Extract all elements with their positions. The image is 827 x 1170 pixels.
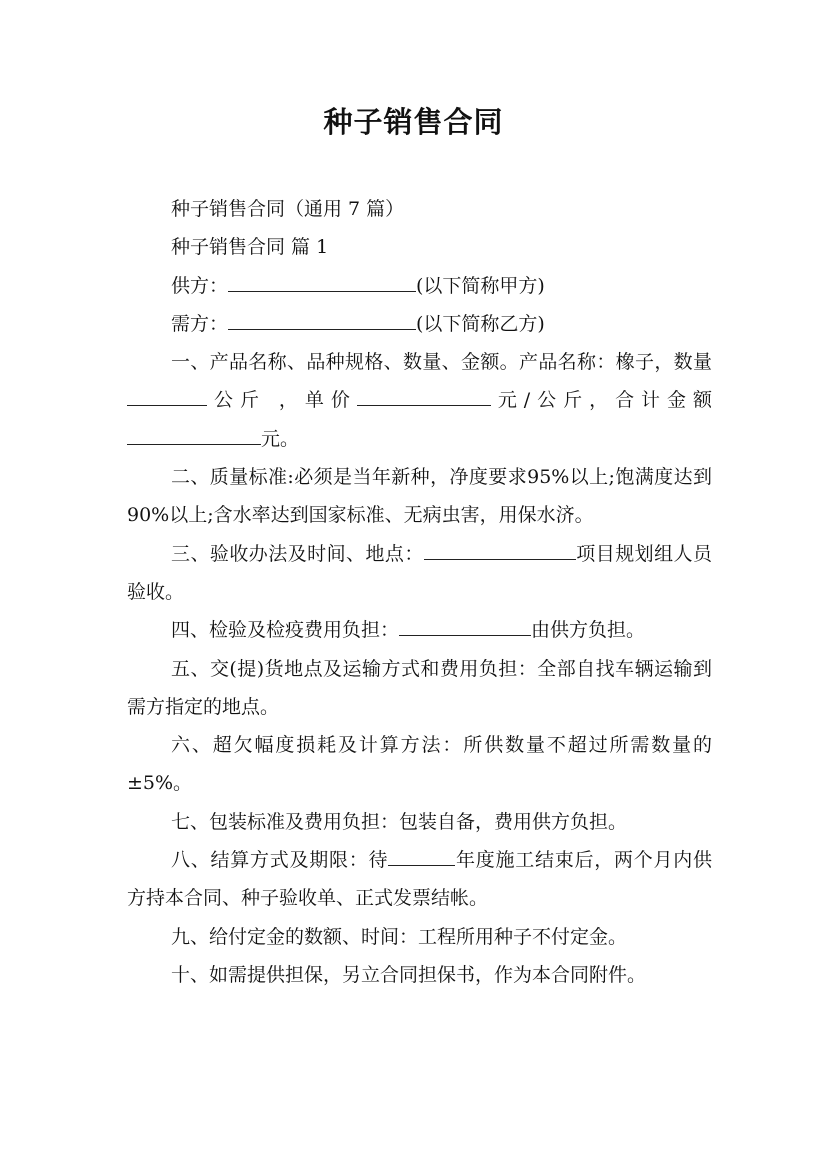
supplier-blank[interactable] bbox=[228, 290, 416, 292]
document-title: 种子销售合同 bbox=[323, 105, 504, 139]
clause-1 bbox=[127, 343, 712, 458]
supplier-suffix: (以下简称甲方) bbox=[416, 274, 545, 297]
total-amount-blank[interactable] bbox=[127, 443, 261, 445]
clause-3 bbox=[127, 535, 712, 612]
clause-4-text-a: 四、检验及检疫费用负担： bbox=[171, 619, 400, 642]
clause-8-text-b: 年度施工结束后，两个月内供方持本合同、种子验收单、正式发票结帐。 bbox=[127, 849, 712, 910]
clause-9: 九、给付定金的数额、时间：工程所用种子不付定金。 bbox=[171, 925, 628, 948]
article-title: 种子销售合同 篇 1 bbox=[171, 236, 329, 259]
clause-1-text-c: 元/公斤，合计金额 bbox=[490, 389, 712, 412]
clause-1-text-b: 公斤 ，单价 bbox=[207, 389, 357, 412]
supplier-line bbox=[127, 267, 712, 305]
inspection-fee-blank[interactable] bbox=[399, 634, 531, 636]
buyer-suffix: (以下简称乙方) bbox=[416, 312, 545, 335]
clause-6: 六、超欠幅度损耗及计算方法：所供数量不超过所需数量的±5%。 bbox=[127, 734, 712, 795]
unit-price-blank[interactable] bbox=[357, 404, 491, 406]
quantity-blank[interactable] bbox=[127, 404, 207, 406]
clause-1-text-a: 一、产品名称、品种规格、数量、金额。产品名称：橡子，数量 bbox=[171, 351, 712, 374]
clause-4-text-b: 由供方负担。 bbox=[531, 619, 646, 642]
settlement-year-blank[interactable] bbox=[388, 864, 455, 866]
acceptance-blank[interactable] bbox=[424, 558, 576, 560]
clause-1-text-d: 元。 bbox=[261, 427, 300, 450]
supplier-label: 供方： bbox=[171, 274, 229, 297]
clause-4 bbox=[127, 611, 712, 649]
clause-8-text-a: 八、结算方式及期限：待 bbox=[171, 849, 389, 872]
clause-3-text-b: 项目规划组人员验收。 bbox=[127, 542, 712, 603]
clause-7: 七、包装标准及费用负担：包装自备，费用供方负担。 bbox=[171, 810, 628, 833]
clause-8 bbox=[127, 841, 712, 918]
document-body bbox=[127, 190, 712, 994]
document-heading: 种子销售合同（通用 7 篇） bbox=[171, 198, 405, 220]
buyer-blank[interactable] bbox=[228, 328, 416, 330]
clause-5: 五、交(提)货地点及运输方式和费用负担：全部自找车辆运输到需方指定的地点。 bbox=[127, 657, 712, 718]
buyer-label: 需方： bbox=[171, 312, 229, 335]
clause-2: 二、质量标准:必须是当年新种，净度要求95%以上;饱满度达到90%以上;含水率达到国家标准、无病虫害，用保水济。 bbox=[127, 466, 712, 527]
clause-10: 十、如需提供担保，另立合同担保书，作为本合同附件。 bbox=[171, 963, 647, 986]
clause-3-text-a: 三、验收办法及时间、地点： bbox=[171, 542, 424, 565]
buyer-line bbox=[127, 305, 712, 343]
